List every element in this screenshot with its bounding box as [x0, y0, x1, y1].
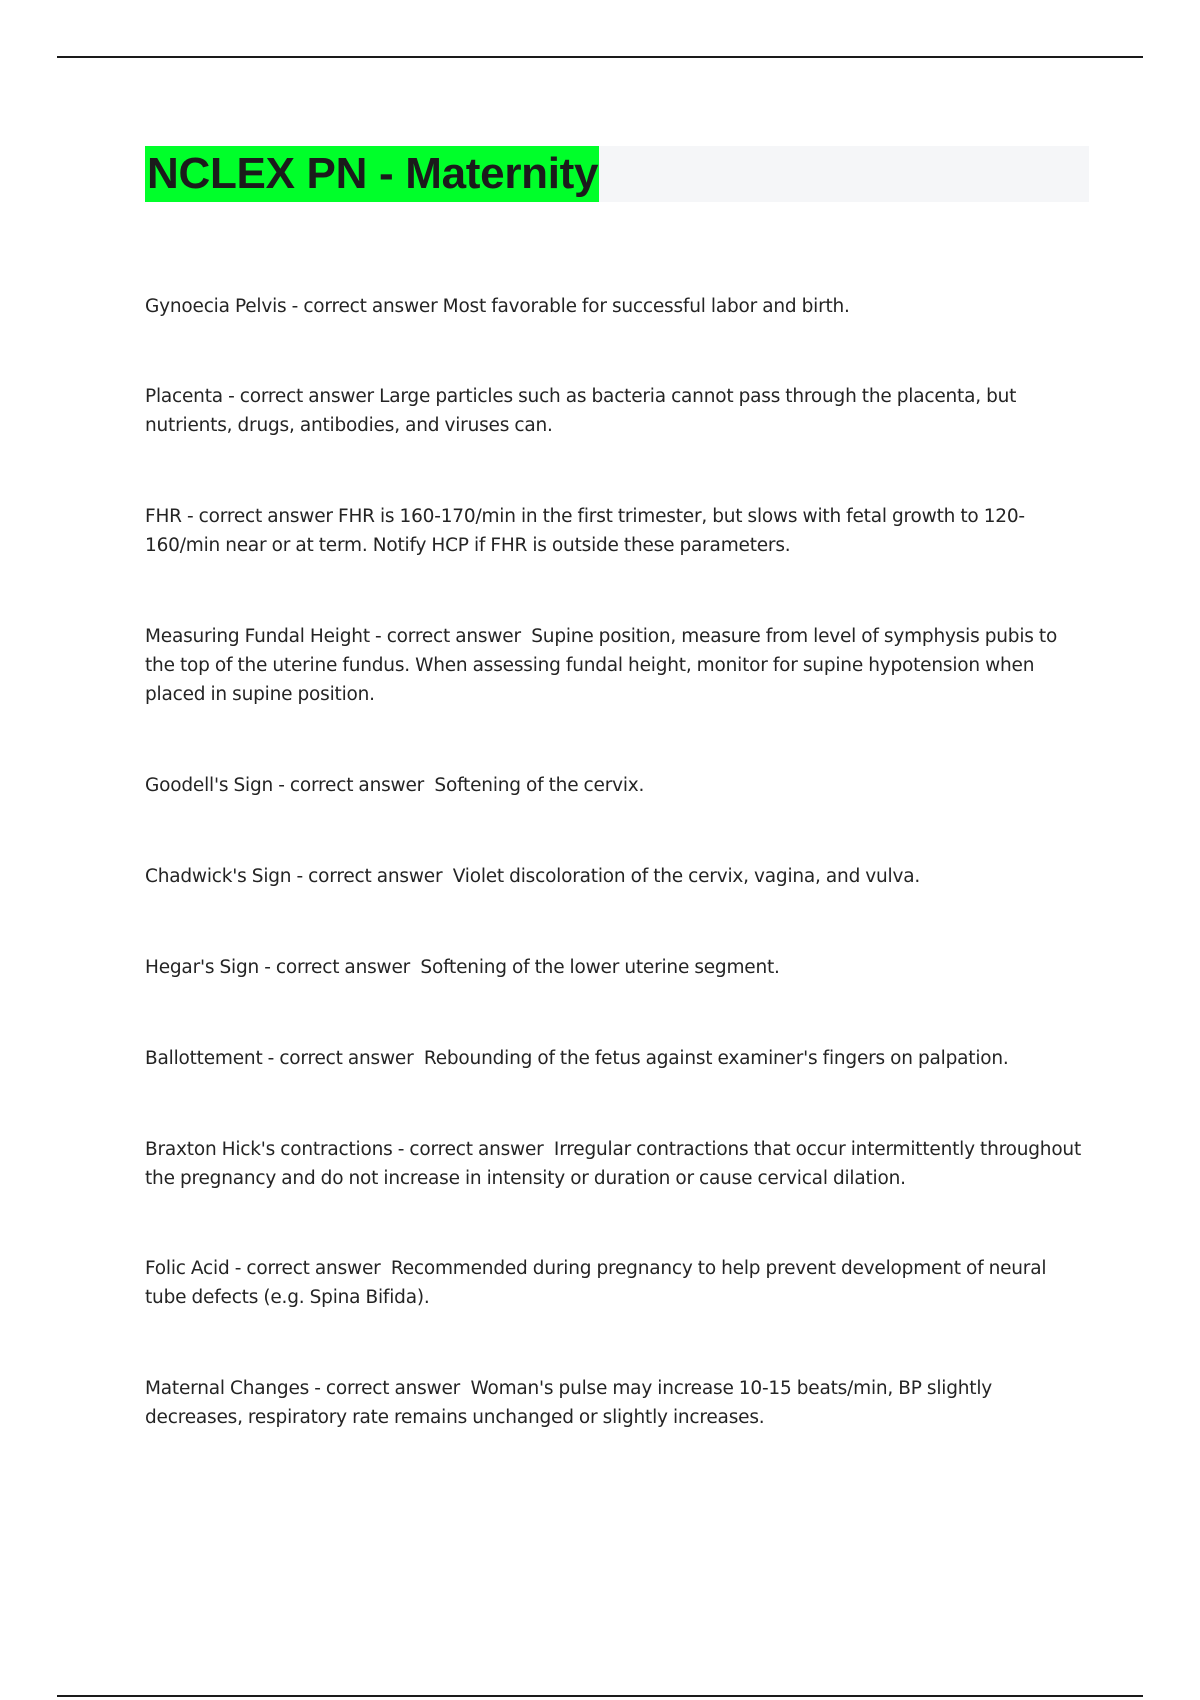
- document-title: NCLEX PN - Maternity: [145, 146, 599, 202]
- flashcard-entry-gynoecia-pelvis: Gynoecia Pelvis - correct answer Most favorable for successful labor and birth.: [145, 296, 850, 317]
- flashcard-entry-folic-acid: Folic Acid - correct answer Recommended during pregnancy to help prevent development of neural tube defects (e.g. Spina Bifida).: [145, 1258, 1052, 1308]
- flashcard-entry-chadwicks-sign: Chadwick's Sign - correct answer Violet discoloration of the cervix, vagina, and vulva.: [145, 866, 921, 887]
- flashcard-entry-fundal-height: Measuring Fundal Height - correct answer Supine position, measure from level of symphysis pubis to the top of the uterine fundus. When assessing fundal height, monitor for supine hypotension when placed in supine position.: [145, 626, 1063, 705]
- flashcard-entry-goodells-sign: Goodell's Sign - correct answer Softening of the cervix.: [145, 775, 645, 796]
- top-rule: [57, 56, 1143, 58]
- flashcard-entry-fhr: FHR - correct answer FHR is 160-170/min in the first trimester, but slows with fetal growth to 120-160/min near or at term. Notify HCP if FHR is outside these parameters.: [145, 506, 1025, 556]
- flashcard-entry-ballottement: Ballottement - correct answer Rebounding of the fetus against examiner's fingers on palpation.: [145, 1048, 1009, 1069]
- flashcard-entry-hegars-sign: Hegar's Sign - correct answer Softening of the lower uterine segment.: [145, 957, 780, 978]
- flashcard-entry-maternal-changes: Maternal Changes - correct answer Woman's pulse may increase 10-15 beats/min, BP slightly decreases, respiratory rate remains unchanged or slightly increases.: [145, 1378, 998, 1428]
- bottom-rule: [57, 1695, 1143, 1697]
- flashcard-entry-braxton-hicks: Braxton Hick's contractions - correct answer Irregular contractions that occur intermittently throughout the pregnancy and do not increase in intensity or duration or cause cervical dilation.: [145, 1139, 1087, 1189]
- flashcard-entry-placenta: Placenta - correct answer Large particles such as bacteria cannot pass through the placenta, but nutrients, drugs, antibodies, and viruses can.: [145, 386, 1022, 436]
